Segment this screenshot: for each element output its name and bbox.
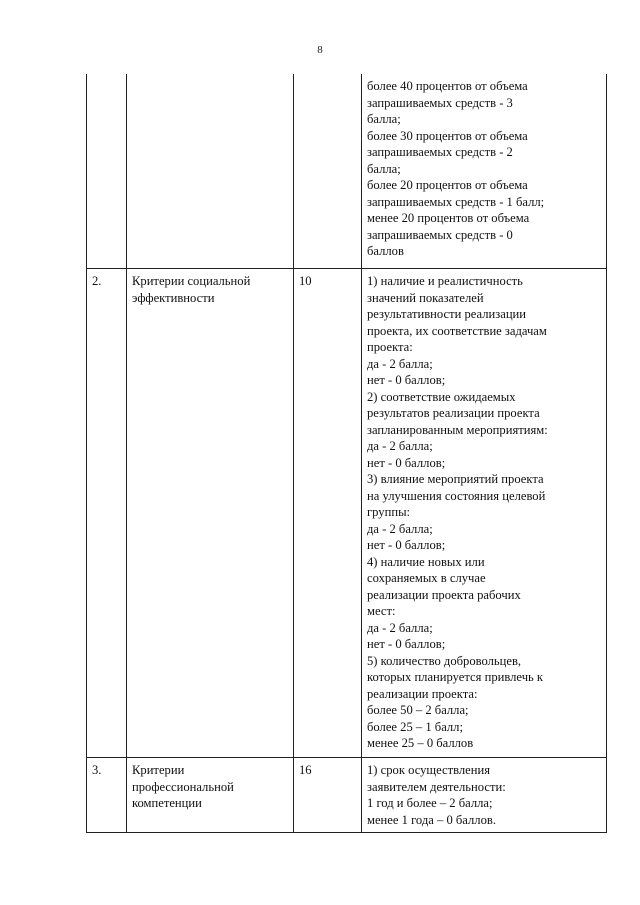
detail-line: которых планируется привлечь к bbox=[367, 670, 544, 684]
detail-line: менее 20 процентов от объема bbox=[367, 211, 530, 225]
detail-line: 1) наличие и реалистичность bbox=[367, 274, 523, 288]
cell-score: 10 bbox=[294, 269, 362, 758]
detail-line: реализации проекта: bbox=[367, 686, 478, 701]
detail-line: 4) наличие новых или bbox=[367, 554, 485, 569]
criteria-table bbox=[86, 74, 607, 833]
detail-line: менее 25 – 0 баллов bbox=[367, 736, 474, 750]
detail-line: баллов bbox=[367, 244, 404, 258]
table-row-professional-competence bbox=[87, 758, 607, 833]
cell-criterion bbox=[127, 758, 294, 833]
detail-line: более 30 процентов от объема bbox=[367, 128, 528, 143]
detail-line: 1) срок осуществления bbox=[367, 763, 491, 777]
detail-line: 2) соответствие ожидаемых bbox=[367, 389, 516, 404]
table-row-continued bbox=[87, 74, 607, 269]
detail-line: да - 2 балла; bbox=[367, 356, 433, 371]
cell-number: 3. bbox=[87, 758, 127, 833]
detail-line: менее 1 года – 0 баллов. bbox=[367, 812, 496, 827]
detail-line: запланированным мероприятиям: bbox=[367, 422, 548, 437]
table-row-social-efficiency bbox=[87, 269, 607, 758]
detail-line: балла; bbox=[367, 161, 401, 176]
page-number: 8 bbox=[317, 44, 323, 56]
criterion-line: Критерии социальной bbox=[132, 274, 251, 288]
detail-line: более 20 процентов от объема bbox=[367, 178, 528, 192]
criterion-line: эффективности bbox=[132, 290, 215, 305]
detail-line: реализации проекта рабочих bbox=[367, 587, 521, 602]
detail-line: группы: bbox=[367, 505, 411, 519]
detail-line: 5) количество добровольцев, bbox=[367, 653, 522, 668]
detail-line: 1 год и более – 2 балла; bbox=[367, 796, 493, 810]
detail-line: значений показателей bbox=[367, 290, 484, 305]
detail-line: мест: bbox=[367, 604, 396, 618]
detail-line: проекта, их соответствие задачам bbox=[367, 323, 547, 338]
detail-line: проекта: bbox=[367, 340, 413, 354]
criterion-line: Критерии bbox=[132, 763, 185, 777]
cell-number bbox=[87, 74, 127, 269]
detail-line: нет - 0 баллов; bbox=[367, 373, 446, 387]
detail-line: сохраняемых в случае bbox=[367, 571, 486, 585]
detail-line: да - 2 балла; bbox=[367, 439, 433, 453]
detail-line: да - 2 балла; bbox=[367, 620, 433, 635]
detail-line: 3) влияние мероприятий проекта bbox=[367, 472, 544, 486]
detail-line: результативности реализации bbox=[367, 307, 527, 321]
detail-line: на улучшения состояния целевой bbox=[367, 488, 546, 503]
cell-criterion bbox=[127, 269, 294, 758]
detail-line: результатов реализации проекта bbox=[367, 406, 540, 420]
detail-line: нет - 0 баллов; bbox=[367, 455, 446, 470]
cell-details bbox=[362, 269, 607, 758]
detail-line: более 50 – 2 балла; bbox=[367, 703, 469, 717]
detail-line: запрашиваемых средств - 0 bbox=[367, 227, 513, 242]
cell-details bbox=[362, 74, 607, 269]
detail-line: запрашиваемых средств - 1 балл; bbox=[367, 194, 545, 209]
detail-line: нет - 0 баллов; bbox=[367, 637, 446, 651]
cell-details bbox=[362, 758, 607, 833]
detail-line: запрашиваемых средств - 2 bbox=[367, 145, 513, 159]
detail-line: более 40 процентов от объема bbox=[367, 79, 528, 93]
criterion-line: профессиональной bbox=[132, 779, 234, 794]
detail-line: запрашиваемых средств - 3 bbox=[367, 95, 513, 110]
cell-criterion bbox=[127, 74, 294, 269]
cell-number: 2. bbox=[87, 269, 127, 758]
cell-score: 16 bbox=[294, 758, 362, 833]
detail-line: нет - 0 баллов; bbox=[367, 538, 446, 552]
cell-score bbox=[294, 74, 362, 269]
detail-line: балла; bbox=[367, 112, 401, 126]
detail-line: да - 2 балла; bbox=[367, 521, 433, 536]
detail-line: заявителем деятельности: bbox=[367, 779, 506, 794]
criterion-line: компетенции bbox=[132, 796, 202, 810]
detail-line: более 25 – 1 балл; bbox=[367, 719, 463, 734]
